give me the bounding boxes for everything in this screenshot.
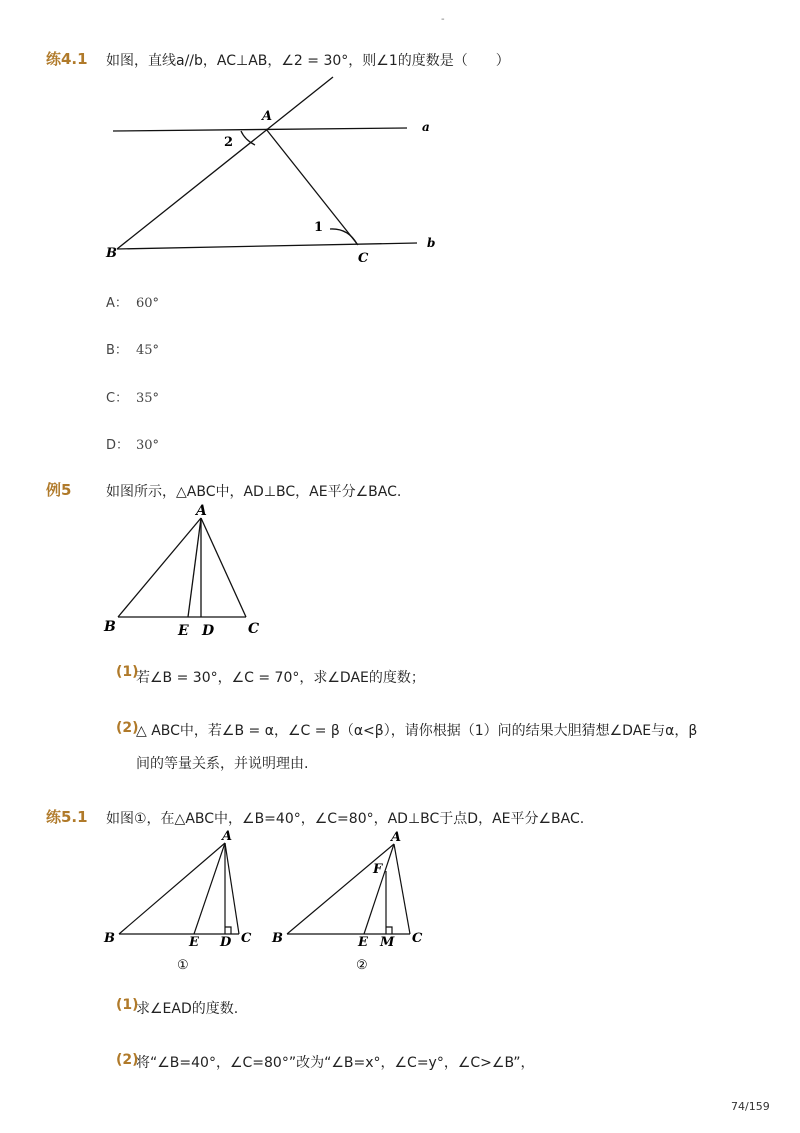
top-mark: - — [441, 14, 445, 25]
ex-label-c: C — [248, 621, 260, 637]
fig1-label-d: D — [220, 935, 232, 950]
q51-sub-question-2-number: (2) — [116, 1052, 139, 1068]
question-text: 如图，直线a//b，AC⊥AB，∠2 = 30°，则∠1的度数是（ ） — [106, 53, 510, 69]
example-tag: 例5 — [46, 481, 72, 499]
fig2-number: ② — [356, 958, 368, 973]
triangle-figure-1 — [100, 826, 260, 976]
option-c-value[interactable]: 35° — [136, 391, 160, 406]
sub-question-2-line2: 间的等量关系，并说明理由. — [136, 756, 309, 772]
line-b — [117, 243, 417, 249]
question-tag-5-1: 练5.1 — [46, 808, 88, 826]
fig2-label-c: C — [412, 931, 423, 946]
q51-sub-question-2-text: 将“∠B=40°，∠C=80°”改为“∠B=x°，∠C=y°，∠C>∠B”， — [136, 1055, 535, 1071]
label-line-a: a — [422, 120, 430, 134]
fig2-line-ae — [364, 844, 394, 934]
angle-2-arc — [241, 131, 255, 145]
example-text: 如图所示，△ABC中，AD⊥BC，AE平分∠BAC. — [106, 484, 402, 500]
line-ab-extended — [117, 77, 333, 249]
option-a-label[interactable]: A： — [106, 296, 128, 311]
ex-label-a: A — [196, 503, 207, 519]
fig1-label-b: B — [104, 931, 115, 946]
fig2-label-e: E — [358, 935, 368, 950]
fig1-number: ① — [177, 958, 189, 973]
question-text-5-1: 如图①，在△ABC中，∠B=40°，∠C=80°，AD⊥BC于点D，AE平分∠BAC. — [106, 811, 585, 827]
angle-1-arc — [330, 229, 357, 244]
label-b-point: B — [106, 246, 117, 261]
sub-question-2-number: (2) — [116, 720, 139, 736]
fig2-label-m: M — [380, 935, 395, 950]
fig2-label-b: B — [272, 931, 283, 946]
bisector-ae — [188, 518, 201, 617]
option-d-value[interactable]: 30° — [136, 438, 160, 453]
option-c-label[interactable]: C： — [106, 391, 129, 406]
sub-question-1-text: 若∠B = 30°，∠C = 70°，求∠DAE的度数； — [136, 670, 425, 686]
sub-question-2-line1: △ ABC中，若∠B = α，∠C = β（α<β），请你根据（1）问的结果大胆猜想∠DAE与α，β — [136, 723, 698, 739]
label-a-point: A — [262, 109, 273, 124]
label-c-point: C — [358, 251, 369, 266]
option-b-value[interactable]: 45° — [136, 343, 160, 358]
option-d-label[interactable]: D： — [106, 438, 130, 453]
fig1-label-e: E — [189, 935, 199, 950]
fig2-label-a: A — [391, 830, 402, 845]
segment-ac — [266, 129, 358, 245]
side-ac — [201, 518, 246, 617]
ex-label-d: D — [202, 623, 215, 639]
triangle-figure-2 — [268, 826, 438, 976]
fig2-side-ab — [287, 844, 394, 934]
fig1-side-ac — [225, 843, 239, 934]
label-angle-2: 2 — [224, 135, 234, 150]
parallel-lines-figure — [100, 70, 450, 270]
fig2-label-f: F — [373, 862, 383, 877]
fig2-side-ac — [394, 844, 410, 934]
question-tag: 练4.1 — [46, 50, 88, 68]
option-a-value[interactable]: 60° — [136, 296, 160, 311]
triangle-figure-example — [100, 498, 270, 643]
q51-sub-question-1-number: (1) — [116, 997, 139, 1013]
fig2-right-angle-mark — [386, 927, 392, 934]
line-a — [113, 128, 407, 131]
side-ab — [118, 518, 201, 617]
label-line-b: b — [427, 236, 436, 250]
ex-label-e: E — [178, 623, 189, 639]
ex-label-b: B — [104, 619, 116, 635]
fig1-right-angle-mark — [225, 927, 231, 934]
page-number: 74/159 — [731, 1100, 770, 1113]
label-angle-1: 1 — [314, 220, 324, 235]
q51-sub-question-1-text: 求∠EAD的度数. — [136, 1001, 239, 1017]
option-b-label[interactable]: B： — [106, 343, 128, 358]
fig1-label-c: C — [241, 931, 252, 946]
sub-question-1-number: (1) — [116, 664, 139, 680]
fig1-label-a: A — [222, 829, 233, 844]
